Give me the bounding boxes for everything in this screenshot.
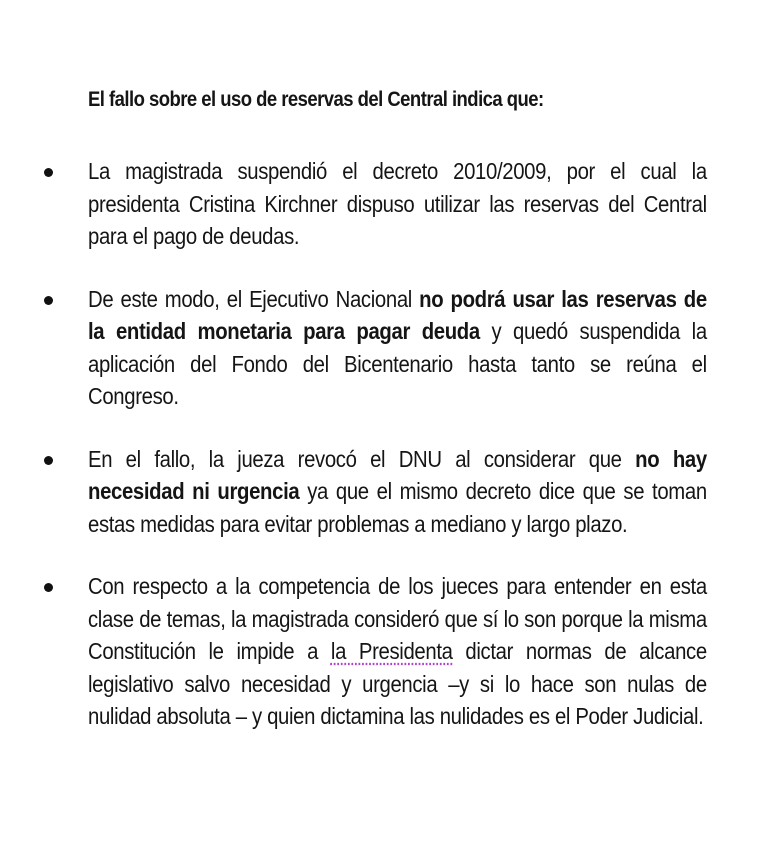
list-item-text: De este modo, el Ejecutivo Nacional no podrá usar las reservas de la entidad monetaria para pagar deuda y quedó suspendida la aplicación del Fondo del Bicentenario hasta tanto se reúna el Congreso. <box>88 285 707 409</box>
list-item <box>0 283 768 413</box>
bullet-icon <box>44 456 53 465</box>
document-title: El fallo sobre el uso de reservas del Central indica que: <box>88 88 544 111</box>
bold-phrase: no hay necesidad ni urgencia <box>88 445 707 504</box>
list-item <box>0 155 768 253</box>
list-item <box>0 570 768 733</box>
list-item-text: En el fallo, la jueza revocó el DNU al considerar que no hay necesidad ni urgencia ya que el mismo decreto dice que se toman estas medidas para evitar problemas a mediano y largo plazo. <box>88 445 707 537</box>
bullet-list <box>0 155 768 763</box>
bullet-icon <box>44 583 53 592</box>
bold-phrase: no podrá usar las reservas de la entidad monetaria para pagar deuda <box>88 285 707 344</box>
bullet-icon <box>44 296 53 305</box>
list-item-text: La magistrada suspendió el decreto 2010/2009, por el cual la presidenta Cristina Kirchner dispuso utilizar las reservas del Central para el pago de deudas. <box>88 158 707 249</box>
list-item-text: Con respecto a la competencia de los jueces para entender en esta clase de temas, la magistrada consideró que sí lo son porque la misma Constitución le impide a la Presidenta dictar normas de alcance legislativo salvo necesidad y urgencia –y si lo hace son nulas de nulidad absoluta – y quien dictamina las nulidades es el Poder Judicial. <box>88 573 707 729</box>
proofing-marked-phrase[interactable]: la Presidenta <box>330 638 453 664</box>
bullet-icon <box>44 168 53 177</box>
list-item <box>0 443 768 541</box>
